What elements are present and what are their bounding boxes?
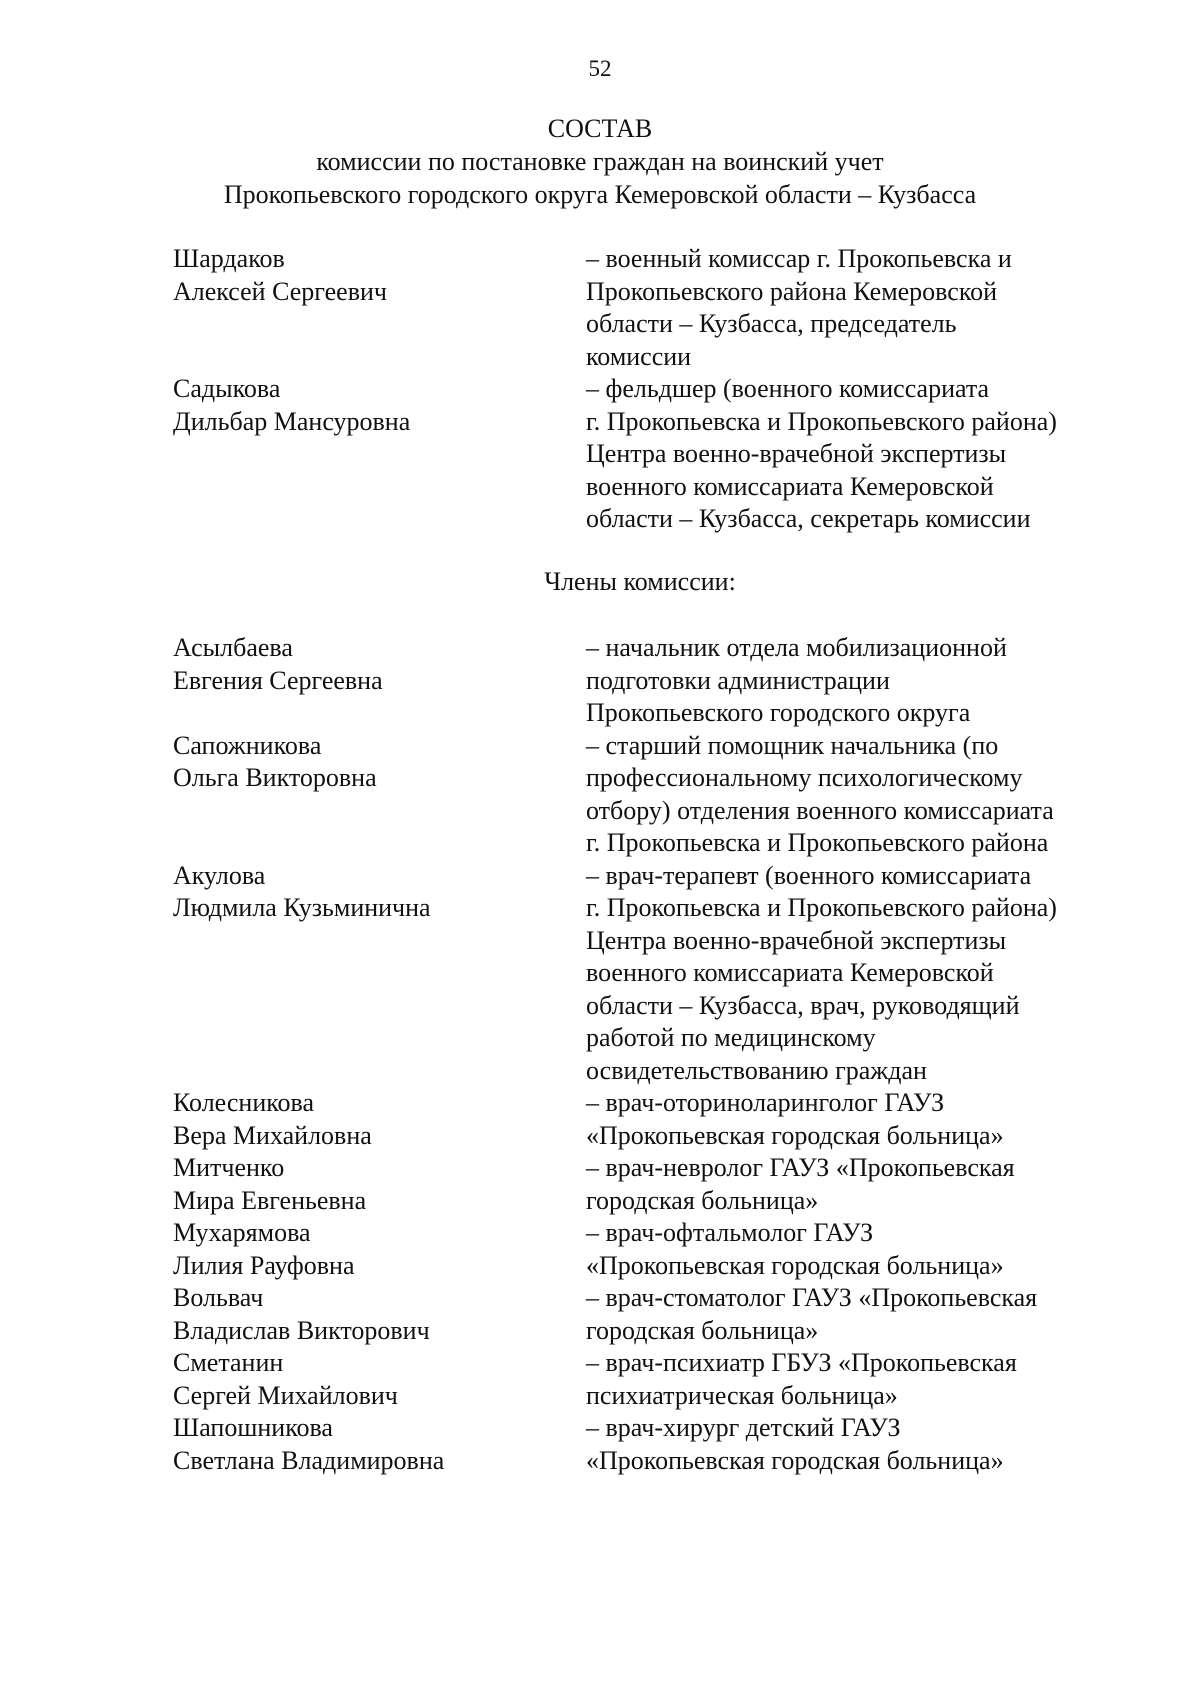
roster-entry bbox=[173, 1217, 1133, 1282]
person-surname: Колесникова bbox=[173, 1088, 315, 1117]
roster-entry bbox=[173, 1347, 1133, 1412]
document-title: СОСТАВ bbox=[547, 114, 653, 143]
roster-entry bbox=[173, 730, 1133, 860]
person-role: – врач-невролог ГАУЗ «Прокопьевская городская больница» bbox=[586, 1153, 1015, 1215]
person-surname: Митченко bbox=[173, 1153, 285, 1182]
person-surname: Шардаков bbox=[173, 244, 285, 273]
page-number: 52 bbox=[588, 56, 612, 81]
person-surname: Сапожникова bbox=[173, 730, 322, 760]
person-role: – врач-терапевт (военного комиссариата г. Прокопьевска и Прокопьевского района) Центра военно-врачебной экспертизы военного комиссариата Кемеровской области – Кузбасса, врач, руководящий работой по медицинскому освидетельствованию граждан bbox=[586, 860, 1057, 1085]
person-given-names: Владислав Викторович bbox=[173, 1315, 430, 1345]
person-role: – военный комиссар г. Прокопьевска и Прокопьевского района Кемеровской области – Кузбасса, председатель комиссии bbox=[586, 244, 1012, 371]
person-surname: Мухарямова bbox=[173, 1218, 311, 1247]
roster-entry bbox=[173, 243, 1133, 373]
person-surname: Акулова bbox=[173, 860, 266, 890]
person-role: – старший помощник начальника (по профессиональному психологическому отбору) отделения военного комиссариата г. Прокопьевска и Прокопьевского района bbox=[586, 730, 1054, 857]
roster-entry bbox=[173, 1087, 1133, 1152]
person-surname: Шапошникова bbox=[173, 1413, 333, 1442]
person-surname: Асылбаева bbox=[173, 633, 293, 662]
person-given-names: Алексей Сергеевич bbox=[173, 276, 387, 306]
person-role: – начальник отдела мобилизационной подготовки администрации Прокопьевского городского округа bbox=[586, 633, 1007, 727]
members-section-title: Члены комиссии: bbox=[544, 567, 736, 596]
roster-entry bbox=[173, 1282, 1133, 1347]
person-surname: Сметанин bbox=[173, 1348, 284, 1377]
person-given-names: Лилия Рауфовна bbox=[173, 1250, 355, 1280]
person-name bbox=[173, 1347, 586, 1412]
person-given-names: Людмила Кузьминична bbox=[173, 893, 431, 922]
person-role: – фельдшер (военного комиссариата г. Прокопьевска и Прокопьевского района) Центра военно-врачебной экспертизы военного комиссариата Кемеровской области – Кузбасса, секретарь комиссии bbox=[586, 374, 1057, 533]
person-name bbox=[173, 243, 586, 373]
roster-entry bbox=[173, 373, 1133, 536]
person-name bbox=[173, 730, 586, 860]
person-given-names: Сергей Михайлович bbox=[173, 1380, 398, 1410]
person-surname: Садыкова bbox=[173, 374, 281, 403]
person-name bbox=[173, 1087, 586, 1152]
roster-entry bbox=[173, 860, 1133, 1088]
roster-entry bbox=[173, 632, 1133, 730]
person-given-names: Вера Михайловна bbox=[173, 1120, 372, 1150]
person-role: – врач-оториноларинголог ГАУЗ «Прокопьевская городская больница» bbox=[586, 1088, 1004, 1150]
members-list bbox=[173, 632, 1133, 1477]
person-given-names: Евгения Сергеевна bbox=[173, 665, 383, 695]
person-name bbox=[173, 373, 586, 536]
person-name bbox=[173, 1282, 586, 1347]
person-role: – врач-психиатр ГБУЗ «Прокопьевская психиатрическая больница» bbox=[586, 1348, 1017, 1410]
person-given-names: Светлана Владимировна bbox=[173, 1445, 445, 1475]
person-role: – врач-офтальмолог ГАУЗ «Прокопьевская городская больница» bbox=[586, 1218, 1004, 1280]
document-header bbox=[0, 112, 1200, 211]
roster-entry bbox=[173, 1412, 1133, 1477]
person-name bbox=[173, 1412, 586, 1477]
person-surname: Вольвач bbox=[173, 1283, 264, 1312]
leaders-list bbox=[173, 243, 1133, 536]
person-name bbox=[173, 632, 586, 730]
document-subtitle-line-2: Прокопьевского городского округа Кемеровской области – Кузбасса bbox=[223, 180, 977, 209]
person-given-names: Дильбар Мансуровна bbox=[173, 406, 411, 436]
roster-entry bbox=[173, 1152, 1133, 1217]
person-name bbox=[173, 1217, 586, 1282]
person-role: – врач-стоматолог ГАУЗ «Прокопьевская городская больница» bbox=[586, 1283, 1038, 1345]
document-subtitle-line-1: комиссии по постановке граждан на воинский учет bbox=[316, 147, 884, 176]
person-given-names: Мира Евгеньевна bbox=[173, 1185, 367, 1215]
person-name bbox=[173, 1152, 586, 1217]
person-given-names: Ольга Викторовна bbox=[173, 763, 377, 792]
person-name bbox=[173, 860, 586, 1088]
person-role: – врач-хирург детский ГАУЗ «Прокопьевская городская больница» bbox=[586, 1413, 1004, 1475]
